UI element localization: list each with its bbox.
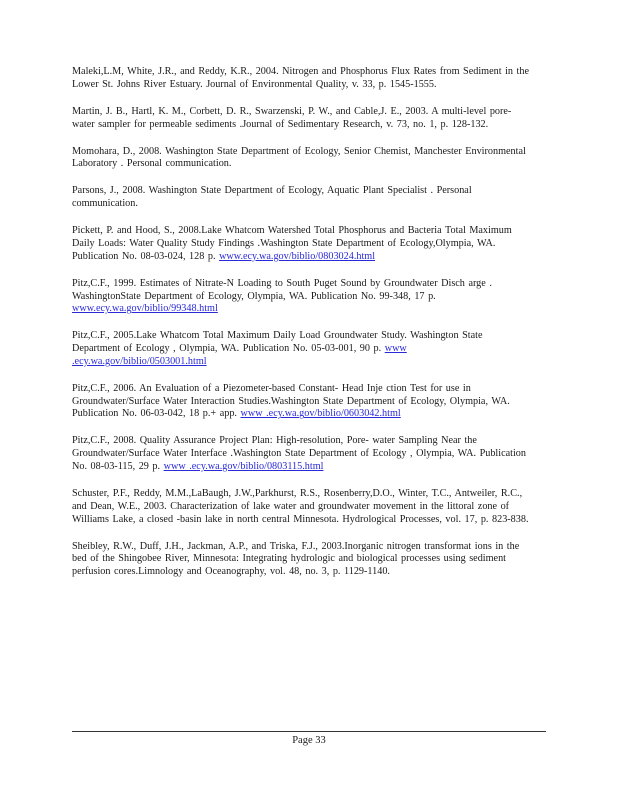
reference-entry bbox=[72, 330, 532, 368]
reference-entry bbox=[72, 106, 532, 132]
reference-text: Schuster, P.F., Reddy, M.M.,LaBaugh, J.W.,Parkhurst, R.S., Rosenberry,D.O., Winter, T.C., Antweiler, R.C., and Dean, W.E., 2003. Characterization of lake water and groundwater movement in the littoral zone of Williams Lake, a closed -basin lake in north central Minnesota. Hydrological Processes, vol. 17, p. 823-838. bbox=[72, 488, 529, 525]
reference-entry bbox=[72, 488, 532, 526]
reference-text: Martin, J. B., Hartl, K. M., Corbett, D. R., Swarzenski, P. W., and Cable,J. E., 2003. A multi-level pore- water sampler for permeable sediments .Journal of Sedimentary Research, v. 73, no. 1, p. 128-132. bbox=[72, 105, 512, 130]
reference-entry bbox=[72, 383, 532, 421]
reference-text: Pitz,C.F., 1999. Estimates of Nitrate-N Loading to South Puget Sound by Groundwater Disch arge . WashingtonState Department of Ecology, Olympia, WA. Publication No. 99-348, 17 p. bbox=[72, 277, 492, 302]
reference-entry bbox=[72, 225, 532, 263]
reference-text: Pitz,C.F., 2008. Quality Assurance Project Plan: High-resolution, Pore- water Sampling Near the Groundwater/Surface Water Interface .Washington State Department of Ecology , Olympia, WA. Publication No. 08-03-115, 29 p. bbox=[72, 435, 526, 473]
reference-entry bbox=[72, 66, 532, 92]
footer-divider bbox=[72, 731, 546, 732]
reference-entry bbox=[72, 146, 532, 172]
reference-entry bbox=[72, 185, 532, 211]
page-number: Page 33 bbox=[292, 735, 326, 746]
reference-entry bbox=[72, 278, 532, 316]
reference-text: Pitz,C.F., 2006. An Evaluation of a Piezometer-based Constant- Head Inje ction Test for use in Groundwater/Surface Water Interaction Studies.Washington State Department of Ecology, Olympia, WA. Publication No. 06-03-042, 18 p.+ app. bbox=[72, 382, 510, 420]
reference-link[interactable]: www .ecy.wa.gov/biblio/0503001.html bbox=[72, 343, 407, 367]
reference-text: Parsons, J., 2008. Washington State Department of Ecology, Aquatic Plant Specialist . Personal communication. bbox=[72, 185, 472, 210]
reference-text: Maleki,L.M, White, J.R., and Reddy, K.R., 2004. Nitrogen and Phosphorus Flux Rates from Sediment in the Lower St. Johns River Estuary. Journal of Environmental Quality, v. 33, p. 1545-1555. bbox=[72, 66, 529, 90]
reference-link[interactable]: www .ecy.wa.gov/biblio/0803115.html bbox=[163, 461, 324, 473]
reference-text: Pickett, P. and Hood, S., 2008.Lake Whatcom Watershed Total Phosphorus and Bacteria Total Maximum Daily Loads: Water Quality Study Findings .Washington State Department of Ecology,Olympia, WA. Publication No. 08-03-024, 128 p. bbox=[72, 225, 512, 262]
reference-text: Sheibley, R.W., Duff, J.H., Jackman, A.P., and Triska, F.J., 2003.Inorganic nitrogen transformat ions in the bed of the Shingobee River, Minnesota: Integrating hydrologic and biological processes using sediment perfusion cores.Limnology and Oceanography, vol. 48, no. 3, p. 1129-1140. bbox=[72, 540, 520, 578]
reference-entry bbox=[72, 435, 532, 473]
reference-entry bbox=[72, 541, 532, 579]
reference-list bbox=[72, 66, 532, 593]
reference-text: Momohara, D., 2008. Washington State Department of Ecology, Senior Chemist, Manchester Environmental Laboratory . Personal communication. bbox=[72, 145, 526, 170]
reference-link[interactable]: www.ecy.wa.gov/biblio/99348.html bbox=[72, 303, 218, 315]
reference-link[interactable]: www.ecy.wa.gov/biblio/0803024.html bbox=[219, 250, 376, 262]
reference-text: Pitz,C.F., 2005.Lake Whatcom Total Maximum Daily Load Groundwater Study. Washington State Department of Ecology , Olympia, WA. Publication No. 05-03-001, 90 p. bbox=[72, 330, 483, 355]
reference-link[interactable]: www .ecy.wa.gov/biblio/0603042.html bbox=[240, 408, 401, 420]
